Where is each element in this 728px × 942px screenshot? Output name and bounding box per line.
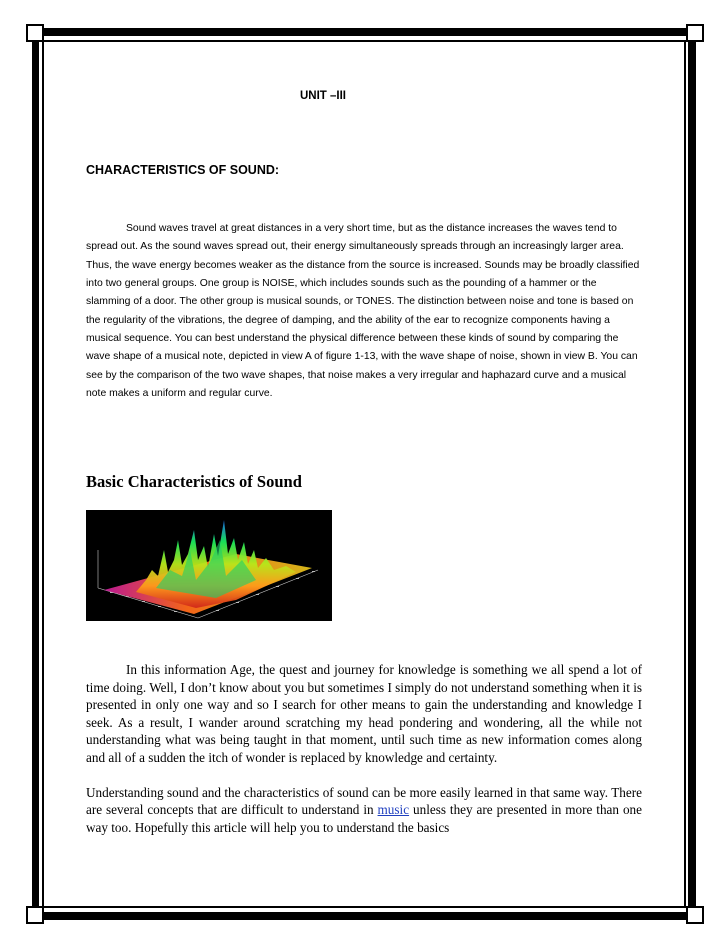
border-inner-right: [684, 42, 686, 906]
border-corner-bottom-left: [26, 906, 44, 924]
body-text: [86, 661, 642, 853]
border-corner-bottom-right: [686, 906, 704, 924]
understanding-sound-paragraph: [86, 784, 642, 837]
spectrum-graphic: [86, 510, 332, 621]
border-top: [30, 28, 696, 36]
unit-title: UNIT –III: [300, 90, 347, 102]
border-bottom: [30, 912, 696, 920]
basic-characteristics-heading: Basic Characteristics of Sound: [86, 472, 302, 491]
border-inner-left: [42, 42, 44, 906]
intro-paragraph: Sound waves travel at great distances in a very short time, but as the distance increases the waves tend to spread out. As the sound waves spread out, their energy simultaneously spreads through an increasingly larger area. Thus, the wave energy becomes weaker as the distance from the source is increased. Sounds may be broadly classified into two general groups. One group is NOISE, which includes sounds such as the pounding of a hammer or the slamming of a door. The other group is musical sounds, or TONES. The distinction between noise and tone is based on the regularity of the vibrations, the degree of damping, and the ability of the ear to recognize components having a musical sequence. You can best understand the physical difference between these kinds of sound by comparing the wave shape of a musical note, depicted in view A of figure 1-13, with the wave shape of noise, shown in view B. You can see by the comparison of the two wave shapes, that noise makes a very irregular and haphazard curve and a musical note makes a uniform and regular curve.: [86, 223, 640, 400]
border-right: [688, 30, 696, 920]
border-inner-bottom: [42, 906, 686, 908]
border-left: [32, 30, 39, 920]
border-corner-top-right: [686, 24, 704, 42]
information-age-paragraph: In this information Age, the quest and journey for knowledge is something we all spend a lot of time doing. Well, I don’t know about you but sometimes I simply do not understand something when it is presented in only one way and so I search for other means to gain the understanding and knowledge I seek. As a result, I wander around scratching my head pondering and wondering, all the while not understanding what was being taught in that moment, until such time as new information comes along and all of a sudden the itch of wonder is replaced by knowledge and certainty.: [86, 662, 642, 765]
sound-spectrum-3d-image: [86, 510, 332, 621]
border-corner-top-left: [26, 24, 44, 42]
border-inner-top: [42, 40, 686, 42]
intro-paragraph-block: [86, 220, 642, 403]
paragraph3-text-start: Understanding sound and the characteristics of sound can be more easily learned in that same way. There are several concepts that are difficult to understand in: [86, 784, 642, 818]
section-heading: CHARACTERISTICS OF SOUND:: [86, 163, 280, 177]
music-link[interactable]: music: [377, 802, 410, 818]
paragraph3-text-end: unless they are presented in more than one way too. Hopefully this article will help you to understand the basics: [86, 802, 642, 835]
